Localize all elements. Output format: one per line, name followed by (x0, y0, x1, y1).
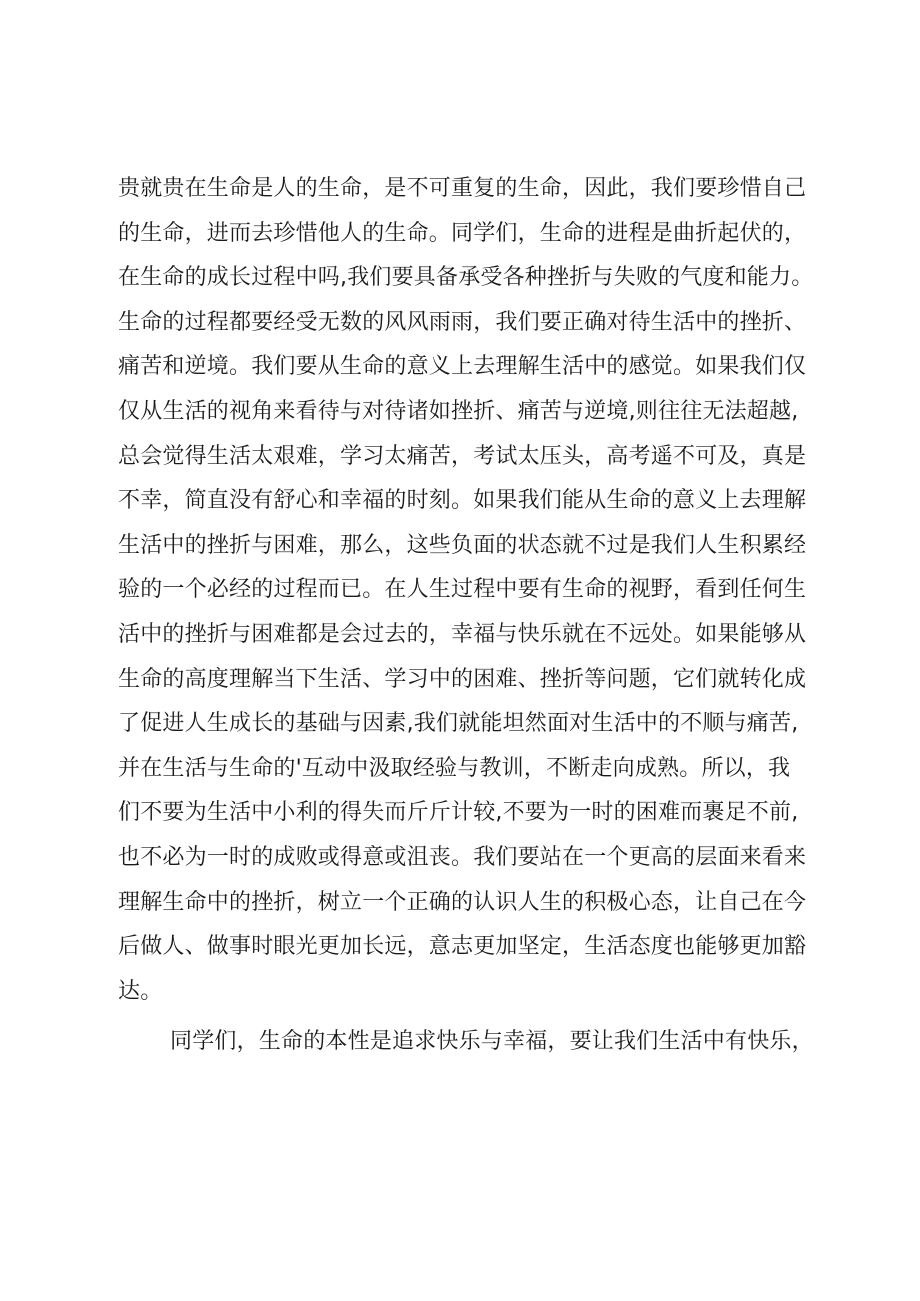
text-line: 后做人、做事时眼光更加长远，意志更加坚定，生活态度也能够更加豁 (118, 934, 807, 960)
text-line: 不幸，简直没有舒心和幸福的时刻。如果我们能从生命的意义上去理解 (118, 488, 807, 514)
text-line: 在生命的成长过程中吗,我们要具备承受各种挫折与失败的气度和能力。 (118, 265, 814, 291)
text-line: 的生命，进而去珍惜他人的生命。同学们，生命的进程是曲折起伏的， (118, 220, 807, 246)
paragraph-start-line: 同学们，生命的本性是追求快乐与幸福，要让我们生活中有快乐， (170, 1029, 814, 1055)
document-body (118, 167, 858, 1065)
text-line: 贵就贵在生命是人的生命，是不可重复的生命，因此，我们要珍惜自己 (118, 176, 807, 201)
text-line: 们不要为生活中小利的得失而斤斤计较,不要为一时的困难而裹足不前, (118, 800, 799, 826)
text-line: 了促进人生成长的基础与因素,我们就能坦然面对生活中的不顺与痛苦, (118, 711, 799, 737)
text-line: 理解生命中的挫折，树立一个正确的认识人生的积极心态，让自己在今 (118, 889, 807, 915)
text-line: 生命的高度理解当下生活、学习中的困难、挫折等问题，它们就转化成 (118, 666, 807, 692)
text-line: 也不必为一时的成败或得意或沮丧。我们要站在一个更高的层面来看来 (118, 844, 807, 870)
text-line: 达。 (118, 978, 163, 1004)
text-line: 仅从生活的视角来看待与对待诸如挫折、痛苦与逆境,则往往无法超越, (118, 398, 799, 424)
text-line: 验的一个必经的过程而已。在人生过程中要有生命的视野，看到任何生 (118, 577, 807, 603)
text-line: 生命的过程都要经受无数的风风雨雨，我们要正确对待生活中的挫折、 (118, 309, 807, 335)
text-line: 生活中的挫折与困难，那么，这些负面的状态就不过是我们人生积累经 (118, 532, 807, 558)
text-line: 总会觉得生活太艰难，学习太痛苦，考试太压头，高考遥不可及，真是 (118, 443, 807, 469)
text-line: 并在生活与生命的'互动中汲取经验与教训，不断走向成熟。所以，我 (118, 755, 791, 781)
text-line: 痛苦和逆境。我们要从生命的意义上去理解生活中的感觉。如果我们仅 (118, 354, 807, 380)
text-line: 活中的挫折与困难都是会过去的，幸福与快乐就在不远处。如果能够从 (118, 621, 807, 647)
